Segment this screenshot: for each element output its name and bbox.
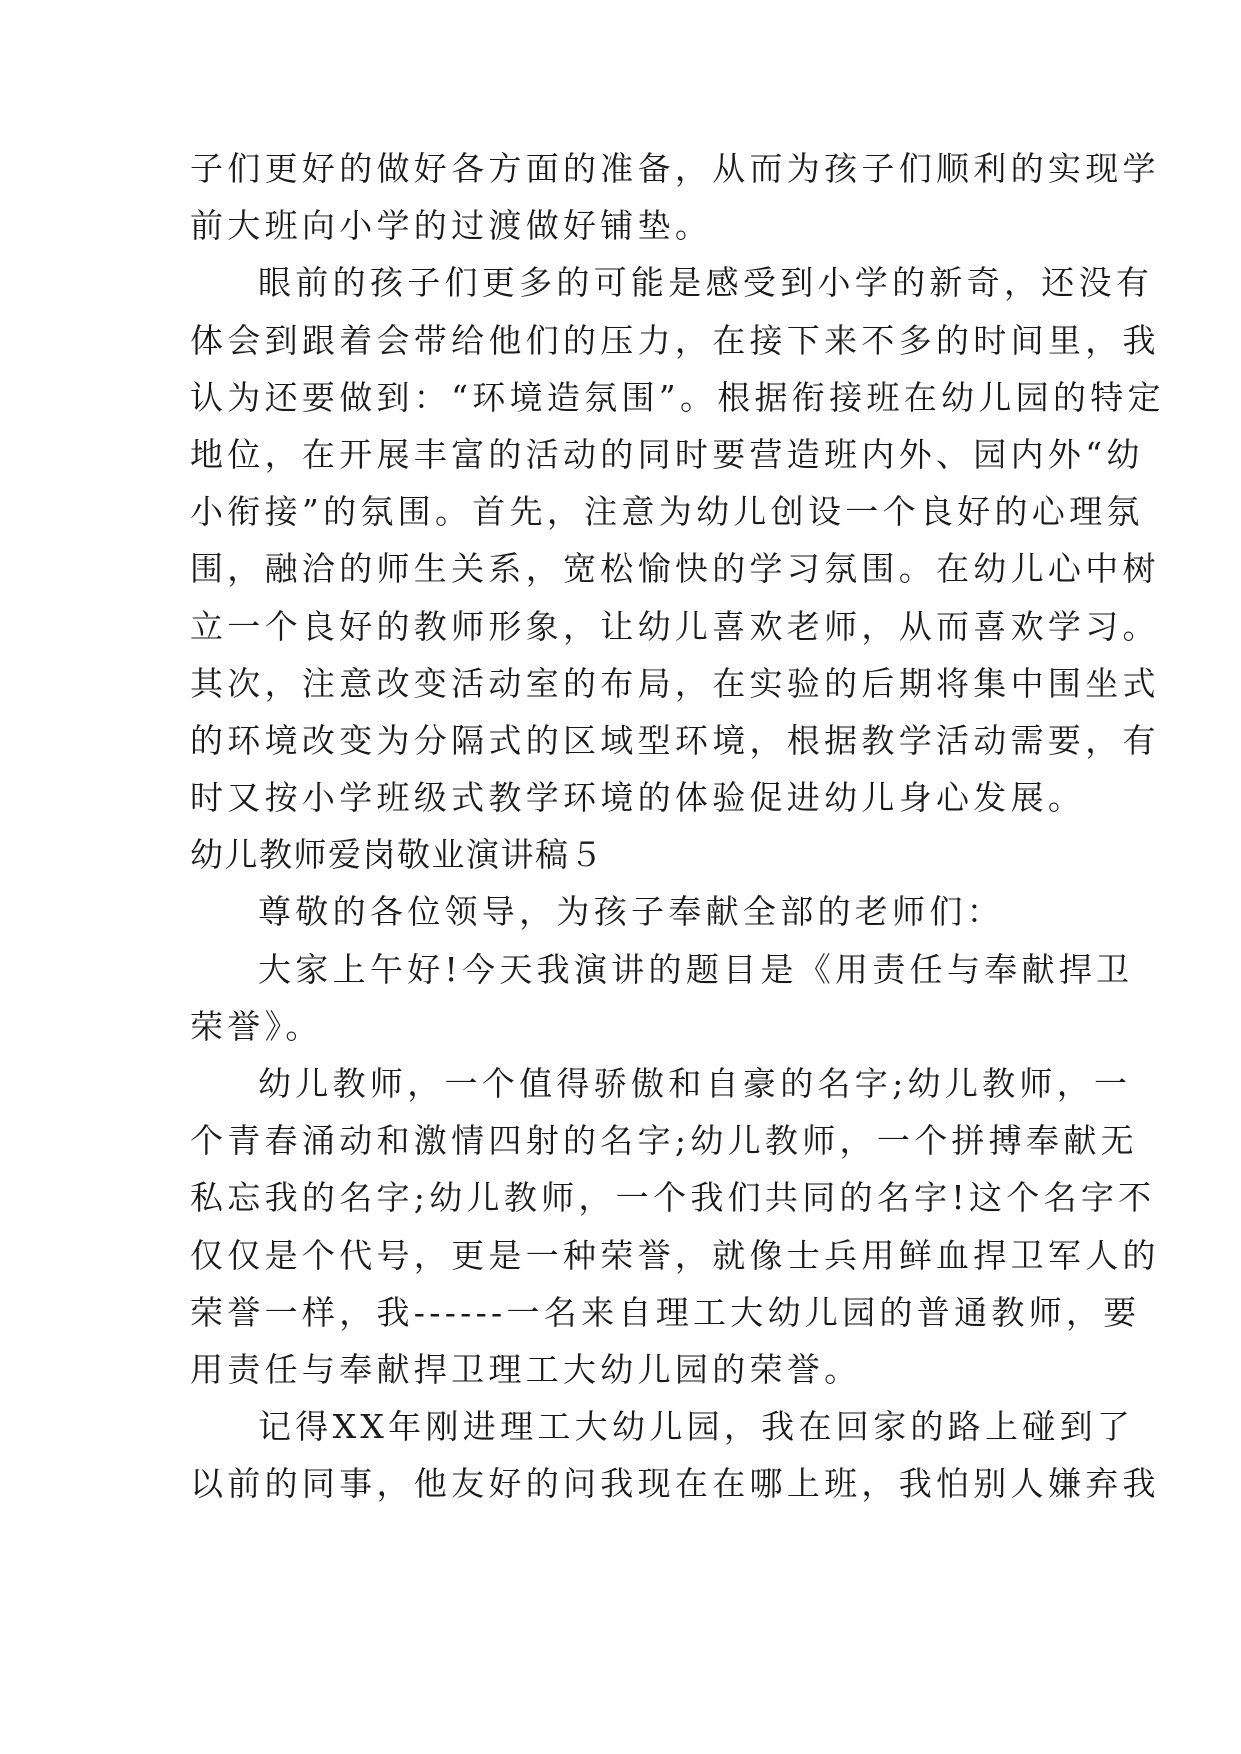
paragraph-first-line: 大家上午好!今天我演讲的题目是《用责任与奉献捍卫 [258,949,1134,989]
paragraph-first-line: 尊敬的各位领导，为孩子奉献全部的老师们： [258,892,1004,932]
text-line: 地位，在开展丰富的活动的同时要营造班内外、园内外“幼 [190,434,1144,474]
paragraph-first-line: 幼儿教师，一个值得骄傲和自豪的名字;幼儿教师，一 [258,1064,1132,1103]
text-line: 个青春涌动和激情四射的名字;幼儿教师，一个拼搏奉献无 [190,1121,1138,1161]
paragraph-first-line: 眼前的孩子们更多的可能是感受到小学的新奇，还没有 [258,263,1154,303]
section-heading: 幼儿教师爱岗敬业演讲稿５ [190,835,604,875]
paragraph-first-line: 记得XX年刚进理工大幼儿园，我在回家的路上碰到了 [258,1407,1135,1447]
text-line: 以前的同事，他友好的问我现在在哪上班，我怕别人嫌弃我 [190,1464,1160,1504]
text-line: 荣誉一样，我------一名来自理工大幼儿园的普通教师，要 [190,1292,1141,1332]
text-line: 其次，注意改变活动室的布局，在实验的后期将集中围坐式 [190,663,1160,703]
text-line: 时又按小学班级式教学环境的体验促进幼儿身心发展。 [190,778,1086,818]
text-line: 体会到跟着会带给他们的压力，在接下来不多的时间里，我 [190,320,1160,360]
text-line: 荣誉》。 [190,1006,323,1046]
text-line: 立一个良好的教师形象，让幼儿喜欢老师，从而喜欢学习。 [190,606,1160,646]
text-line: 的环境改变为分隔式的区域型环境，根据教学活动需要，有 [190,720,1160,760]
text-line: 仅仅是个代号，更是一种荣誉，就像士兵用鲜血捍卫军人的 [190,1235,1160,1275]
text-line: 子们更好的做好各方面的准备，从而为孩子们顺利的实现学 [190,149,1160,188]
text-line: 用责任与奉献捍卫理工大幼儿园的荣誉。 [190,1349,862,1389]
text-line: 围，融洽的师生关系，宽松愉快的学习氛围。在幼儿心中树 [190,549,1160,589]
text-line: 小衔接”的氛围。首先，注意为幼儿创设一个良好的心理氛 [190,492,1144,532]
document-body [190,140,1165,1513]
text-line: 前大班向小学的过渡做好铺垫。 [190,206,713,246]
text-line: 认为还要做到：“环境造氛围”。根据衔接班在幼儿园的特定 [190,377,1165,417]
text-line: 私忘我的名字;幼儿教师，一个我们共同的名字!这个名字不 [190,1178,1156,1218]
